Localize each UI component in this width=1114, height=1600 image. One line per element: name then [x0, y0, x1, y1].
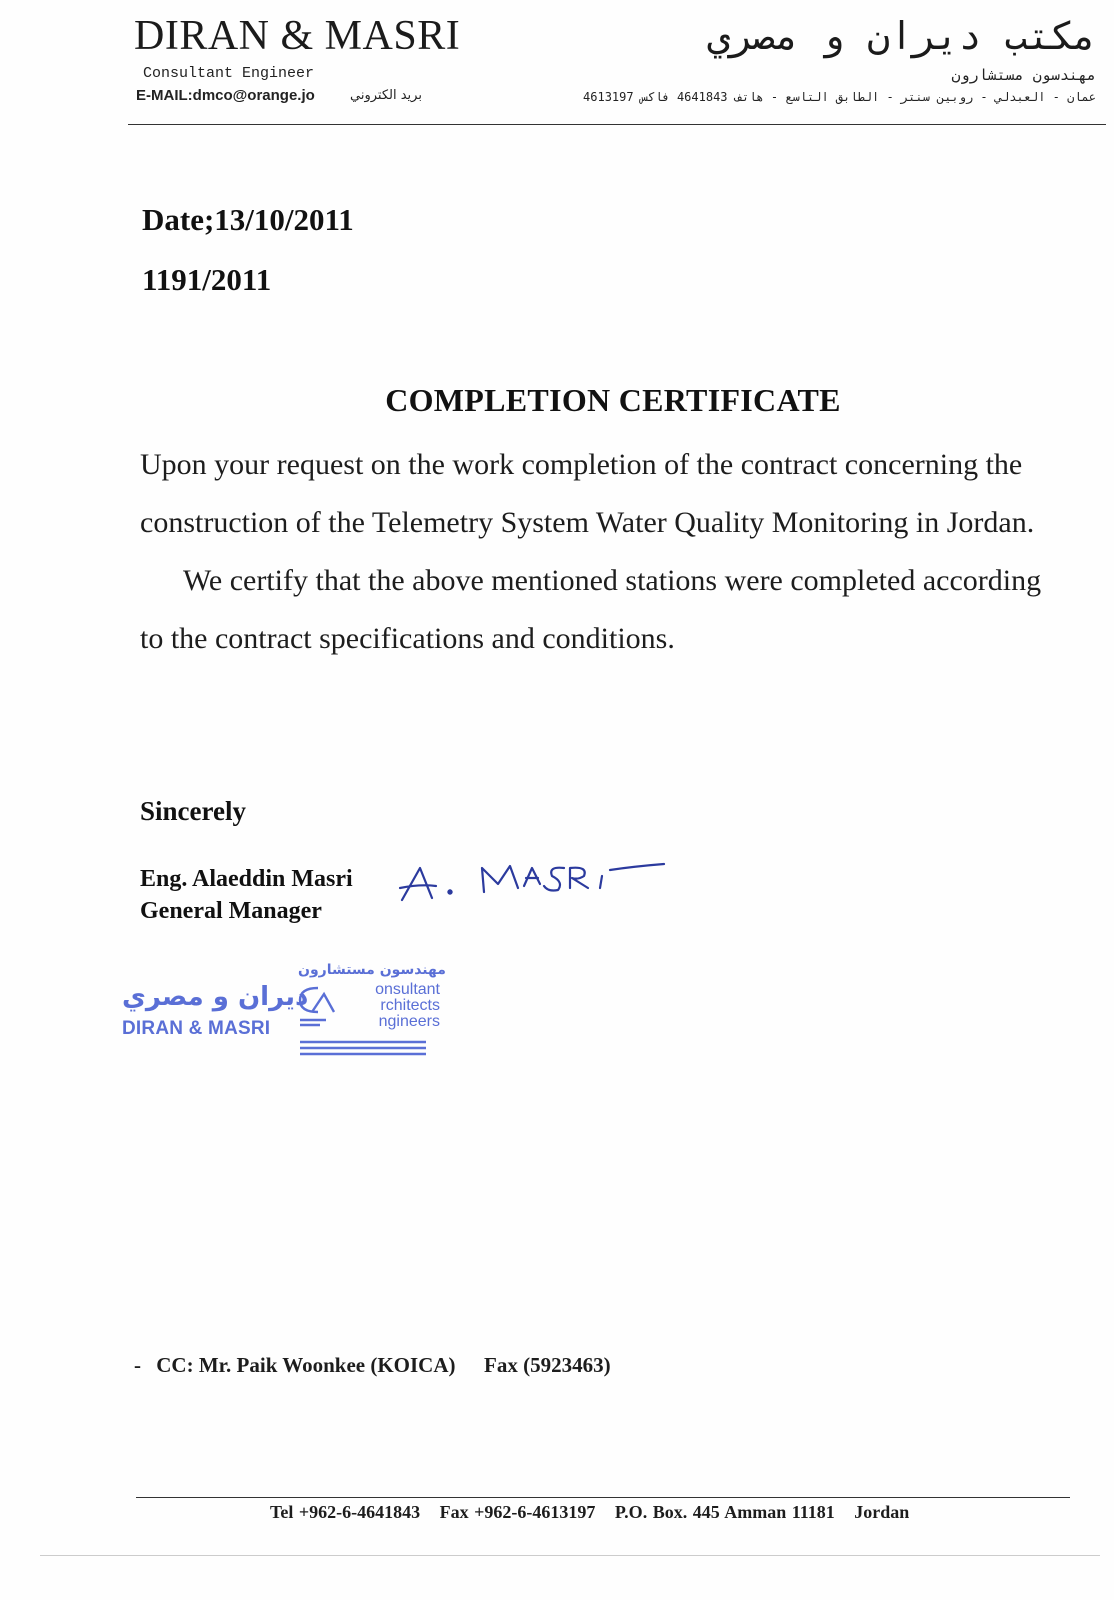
stamp-text-lines	[338, 982, 440, 1030]
firm-subtitle-en: Consultant Engineer	[143, 65, 315, 82]
footer-contact	[270, 1502, 923, 1523]
signer-name: Eng. Alaeddin Masri	[140, 866, 353, 892]
scan-edge-line	[40, 1555, 1100, 1556]
stamp-name-ar: ديران و مصري	[122, 982, 309, 1012]
firm-address-ar: عمان - العبدلي - روبين سنتر - الطابق التاسع - هاتف 4641843 فاكس 4613197	[583, 90, 1096, 104]
cc-dash: -	[134, 1353, 141, 1377]
footer-fax: Fax +962-6-4613197	[439, 1502, 596, 1522]
stamp-name-en: DIRAN & MASRI	[122, 1018, 271, 1039]
stamp-line-consultants: onsultant	[375, 981, 440, 998]
letter-reference: 1191/2011	[142, 262, 272, 297]
stamp-line-architects: rchitects	[380, 997, 440, 1014]
firm-subtitle-ar: مهندسون مستشارون	[951, 66, 1096, 84]
firm-email: E-MAIL:dmco@orange.jo	[136, 87, 315, 104]
handwritten-signature	[398, 862, 698, 932]
body-paragraph-2: We certify that the above mentioned stations were completed according to the contract specifications and conditions.	[140, 564, 1042, 655]
footer-country: Jordan	[854, 1502, 910, 1522]
footer-po-box: P.O. Box. 445 Amman 11181	[614, 1502, 835, 1522]
firm-name-en: DIRAN & MASRI	[134, 13, 461, 59]
letter-date: Date;13/10/2011	[142, 202, 354, 237]
firm-email-label-ar: بريد الكتروني	[350, 88, 422, 103]
stamp-line-engineers: ngineers	[378, 1013, 440, 1030]
cc-fax: Fax (5923463)	[484, 1353, 611, 1377]
certificate-title: COMPLETION CERTIFICATE	[385, 382, 841, 418]
letterhead-divider	[128, 124, 1106, 125]
firm-name-ar: مكتب ديران و مصري	[707, 14, 1096, 58]
stamp-tagline-ar: مهندسون مستشارون	[298, 962, 446, 978]
cc-line	[134, 1353, 611, 1378]
footer-divider	[136, 1497, 1070, 1498]
cc-recipient: CC: Mr. Paik Woonkee (KOICA)	[156, 1353, 456, 1377]
company-stamp	[120, 962, 446, 1057]
closing-salutation: Sincerely	[140, 796, 246, 826]
certificate-body	[140, 436, 1070, 668]
body-paragraph-1: Upon your request on the work completion of the contract concerning the construction of the Telemetry System Water Quality Monitoring in Jordan.	[140, 448, 1035, 539]
footer-tel: Tel +962-6-4641843	[270, 1502, 421, 1522]
signer-title: General Manager	[140, 898, 322, 924]
